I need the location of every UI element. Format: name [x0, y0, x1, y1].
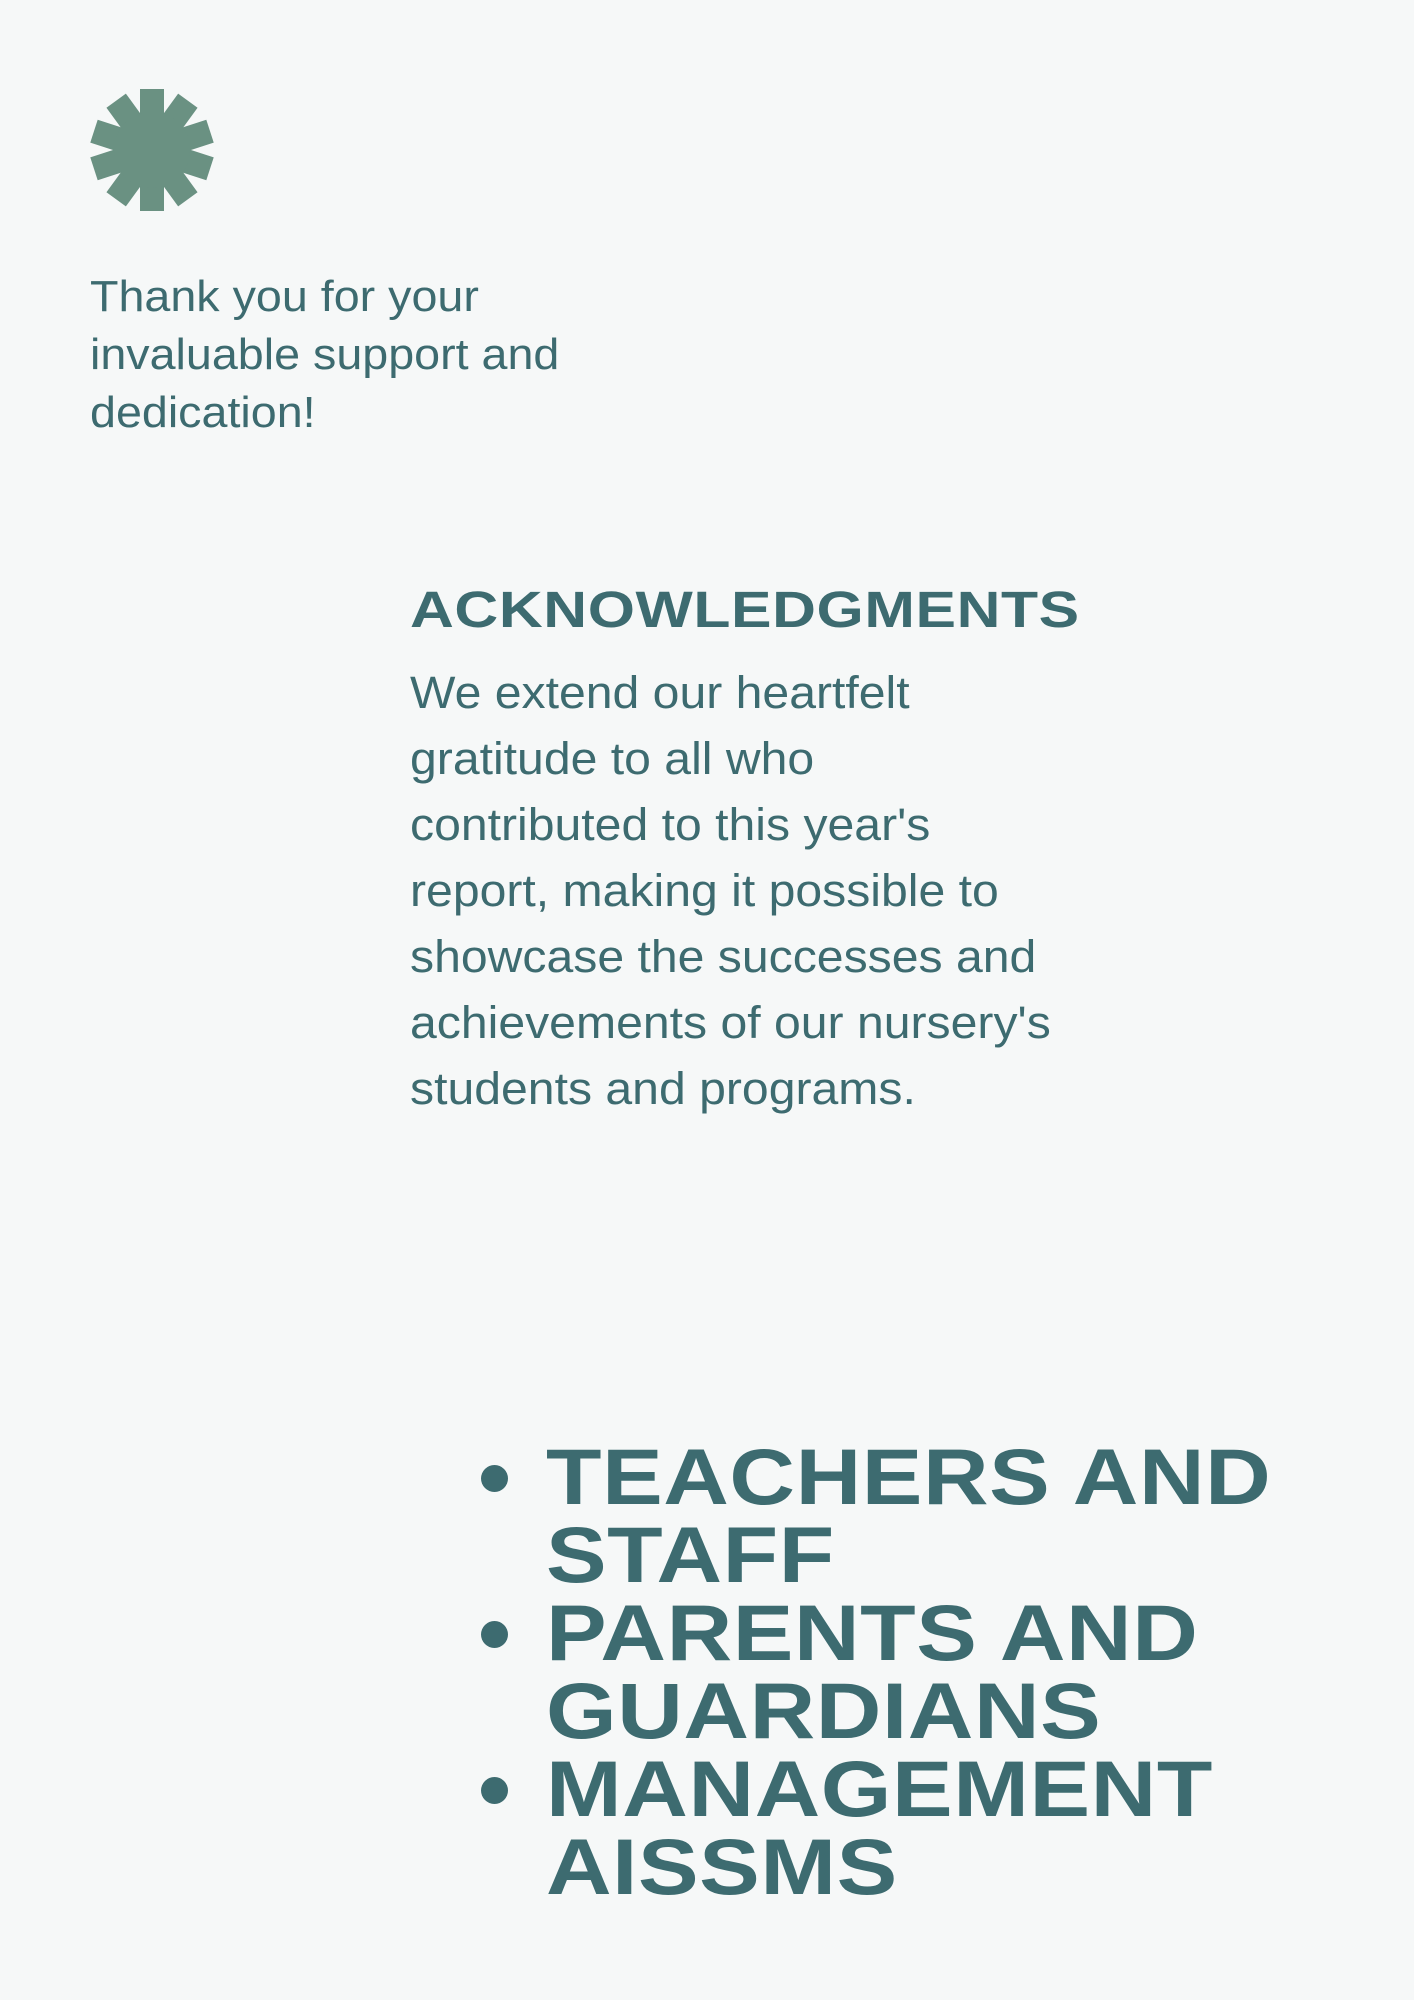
body-line: report, making it possible to	[410, 865, 999, 916]
acknowledgments-body	[410, 660, 1310, 1122]
bullet-icon	[481, 1777, 508, 1804]
list-item-teachers-and-staff	[470, 1432, 1370, 1599]
recipients-list	[470, 1432, 1370, 1911]
list-item-line: STAFF	[546, 1510, 835, 1599]
list-item-line: GUARDIANS	[546, 1666, 1102, 1755]
thank-you-message	[90, 268, 790, 442]
list-item-line: MANAGEMENT	[546, 1744, 1213, 1833]
bullet-icon	[481, 1621, 508, 1648]
thank-you-line: invaluable support and	[90, 330, 560, 379]
bullet-icon	[481, 1465, 508, 1492]
thank-you-line: dedication!	[90, 388, 316, 437]
thank-you-line: Thank you for your	[90, 272, 479, 321]
list-item-line: AISSMS	[546, 1822, 898, 1911]
body-line: contributed to this year's	[410, 799, 931, 850]
body-line: achievements of our nursery's	[410, 997, 1051, 1048]
acknowledgments-heading: ACKNOWLEDGMENTS	[410, 581, 1080, 638]
list-item-line: TEACHERS AND	[546, 1432, 1272, 1521]
body-line: students and programs.	[410, 1063, 916, 1114]
asterisk-icon	[88, 86, 216, 214]
body-line: We extend our heartfelt	[410, 667, 910, 718]
body-line: showcase the successes and	[410, 931, 1037, 982]
list-item-line: PARENTS AND	[546, 1588, 1199, 1677]
list-item-parents-and-guardians	[470, 1588, 1370, 1755]
body-line: gratitude to all who	[410, 733, 815, 784]
list-item-management-aissms	[470, 1744, 1370, 1911]
